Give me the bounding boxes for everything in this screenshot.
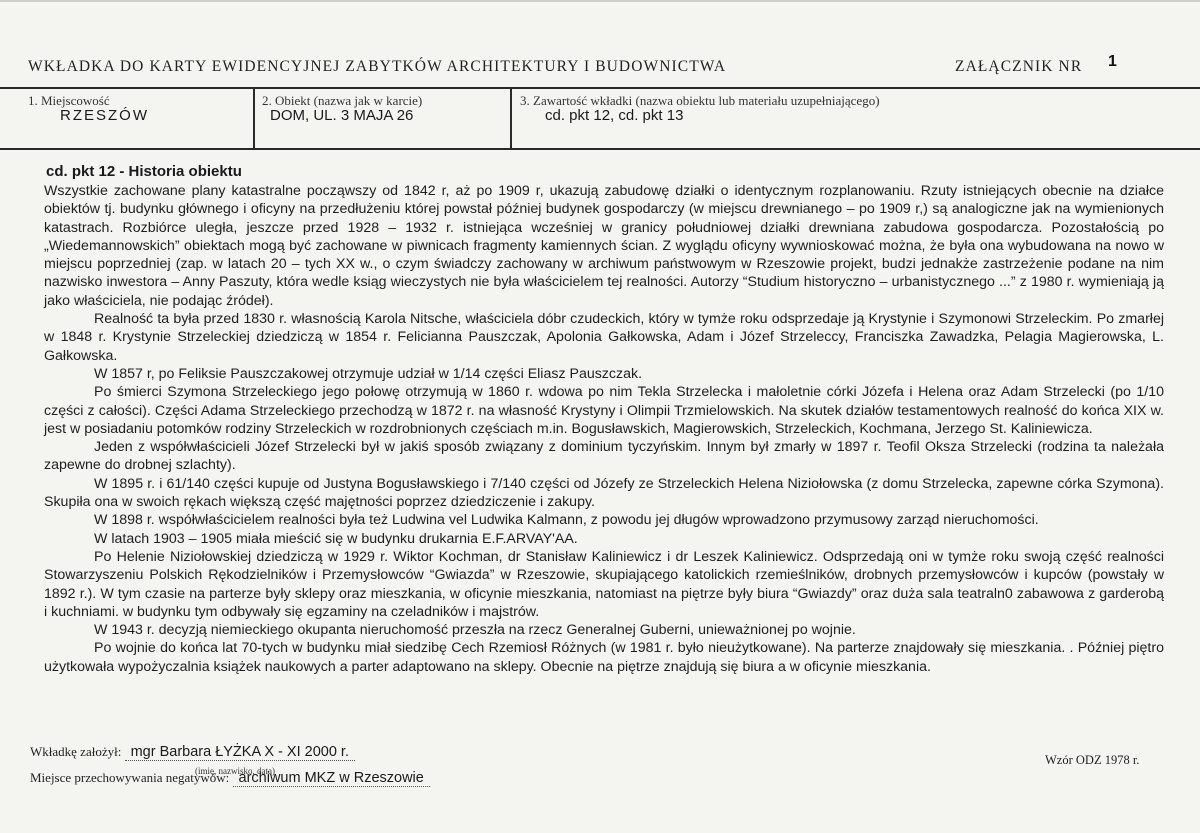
storage-value: archiwum MKZ w Rzeszowie [233,770,430,787]
paragraph: Realność ta była przed 1830 r. własnością Karola Nitsche, właściciela dóbr czudeckich, który w tymże roku odsprzedaje ją Krystynie i Szymonowi Strzeleckim. Po zmarłej w 1848 r. Krystynie Strzeleckiej dziedziczą w 1854 r. Felicianna Pauszczak, Apolonia Gałkowska, Adam i Józef Strzeleccy, Franciszka Zawadzka, Pelagia Magierowska, L. Gałkowska. [44,311,1164,364]
paragraph: W 1895 r. i 61/140 części kupuje od Justyna Bogusławskiego i 7/140 części od Józefy ze Strzeleckich Helena Niziołowska (z domu Strzelecka, zapewne córka Szymona). Skupiła ona w swoich rękach większą część majętności poprzez dziedziczenie i zakupy. [44,475,1164,511]
paragraph: W 1857 r, po Feliksie Pauszczakowej otrzymuje udział w 1/14 części Eliasz Pauszczak. [94,365,643,382]
contents-label: 3. Zawartość wkładki (nazwa obiektu lub materiału uzupełniającego) [520,93,880,108]
paragraph: W latach 1903 – 1905 miała mieścić się w budynku drukarnia E.F.ARVAY'AA. [94,530,578,547]
paragraph: Po wojnie do końca lat 70-tych w budynku miał siedzibę Cech Rzemiosł Różnych (w 1981 r. było nieużytkowane). Na parterze znajdowały się mieszkania. . Później piętro użytkowała wypożyczalnia książek naukowych a parter adaptowano na sklepy. Obecnie na piętrze znajdują się biura a w oficynie mieszkania. [44,640,1164,675]
footer-fields [30,744,430,812]
paragraph: Wszystkie zachowane plany katastralne począwszy od 1842 r, aż po 1909 r, ukazują zabudowę działki o identycznym rozplanowaniu. Rzuty istniejących obecnie na działce obiektów tj. budynku głównego i oficyny na przedłużeniu której powstał później budynek gospodarczy (w miejscu drewnianego – po 1909 r,) są analogiczne jak na wymienionych katastrach. Rozbiórce uległa, jeszcze przed 1928 – 1932 r. istniejąca wcześniej w granicy południowej działki drewniana zabudowa gospodarcza. Pozostałością po „Wiedemannowskich” obiektach mogą być zachowane w piwnicach fragmenty kamiennych ścian. Z wyglądu oficyny wywnioskować można, że była ona wybudowana na nowo w miejscu poprzedniej (zap. w latach 20 – tych XX w., o czym świadczy zachowany w archiwum państwowym w Rzeszowie projekt, budzi jednakże zastrzeżenie podane na nim nazwisko inwestora – Anny Paszuty, która wedle ksiąg wieczystych nie była właścicielem tej realności. Autorzy “Studium historyczno – urbanistycznego ...” z 1980 r. wymieniają ją jako właściciela, nie podając źródeł). [44,183,1164,309]
contents-value: cd. pkt 12, cd. pkt 13 [545,107,684,124]
locality-value: RZESZÓW [60,107,149,124]
header-top-rule [0,87,1200,89]
compiled-value: mgr Barbara ŁYŻKA X - XI 2000 r. [125,744,355,761]
paragraph: W 1898 r. współwłaścicielem realności była też Ludwina vel Ludwika Kalmann, z powodu jej długów wprowadzono przymusowy zarząd nieruchomości. [94,512,1039,529]
history-section [44,163,1164,676]
annex-number: 1 [1108,53,1117,70]
top-edge [0,0,1200,2]
form-template-id: Wzór ODZ 1978 r. [1045,753,1140,767]
paragraph: Jeden z współwłaścicieli Józef Strzelecki był w jakiś sposób związany z dominium tyczyńskim. Innym był zmarły w 1897 r. Teofil Oksza Strzelecki (rodzina ta należała zapewne do drobnej szlachty). [44,439,1164,474]
field-divider [510,88,512,148]
compiled-label: Wkładkę założył: [30,744,122,759]
locality-label: 1. Miejscowość [28,93,110,108]
annex-label: ZAŁĄCZNIK NR [955,58,1083,75]
object-value: DOM, UL. 3 MAJA 26 [270,107,414,124]
object-label: 2. Obiekt (nazwa jak w karcie) [262,93,423,108]
paragraph: Po Helenie Niziołowskiej dziedziczą w 1929 r. Wiktor Kochman, dr Stanisław Kaliniewicz i dr Leszek Kaliniewicz. Odsprzedają oni w tymże roku swoją część realności Stowarzyszeniu Polskich Rękodzielników i Przemysłowców “Gwiazda” w Rzeszowie, skupiającego katolickich rzemieślników, drobnych przemysłowców i kupców (powstały w 1892 r.). W tym czasie na parterze były sklepy oraz mieszkania, w oficynie mieszkania, natomiast na piętrze były biura “Gwiazdy” oraz duża sala teatraln0 zabawowa z garderobą i kuchniami. w budynku tym odbywały się egzaminy na czeladników i majstrów. [44,548,1164,620]
form-title: WKŁADKA DO KARTY EWIDENCYJNEJ ZABYTKÓW ARCHITEKTURY I BUDOWNICTWA [28,58,727,75]
paragraph: W 1943 r. decyzją niemieckiego okupanta nieruchomość przeszła na rzecz Generalnej Guberni, unieważnionej po wojnie. [94,622,856,639]
field-divider [253,88,255,148]
section-title: cd. pkt 12 - Historia obiektu [46,163,242,180]
storage-label: Miejsce przechowywania negatywów: [30,770,230,785]
paragraph: Po śmierci Szymona Strzeleckiego jego połowę otrzymują w 1860 r. wdowa po nim Tekla Strzelecka i małoletnie córki Józefa i Helena oraz Adam Strzelecki (po 1/10 części z całości). Części Adama Strzeleckiego przechodzą w 1872 r. na własność Krystyny i Olimpii Trzmielowskich. Na skutek działów testamentowych realność do końca XIX w. jest w posiadaniu potomków rodziny Strzeleckich w rozdrobnionych częściach m.in. Bogusławskich, Magierowskich, Strzeleckich, Kochmana, Jerzego St. Kaliniewicza. [44,384,1164,437]
compiled-note: (imię, nazwisko, data) [195,766,275,776]
header-bottom-rule [0,148,1200,150]
